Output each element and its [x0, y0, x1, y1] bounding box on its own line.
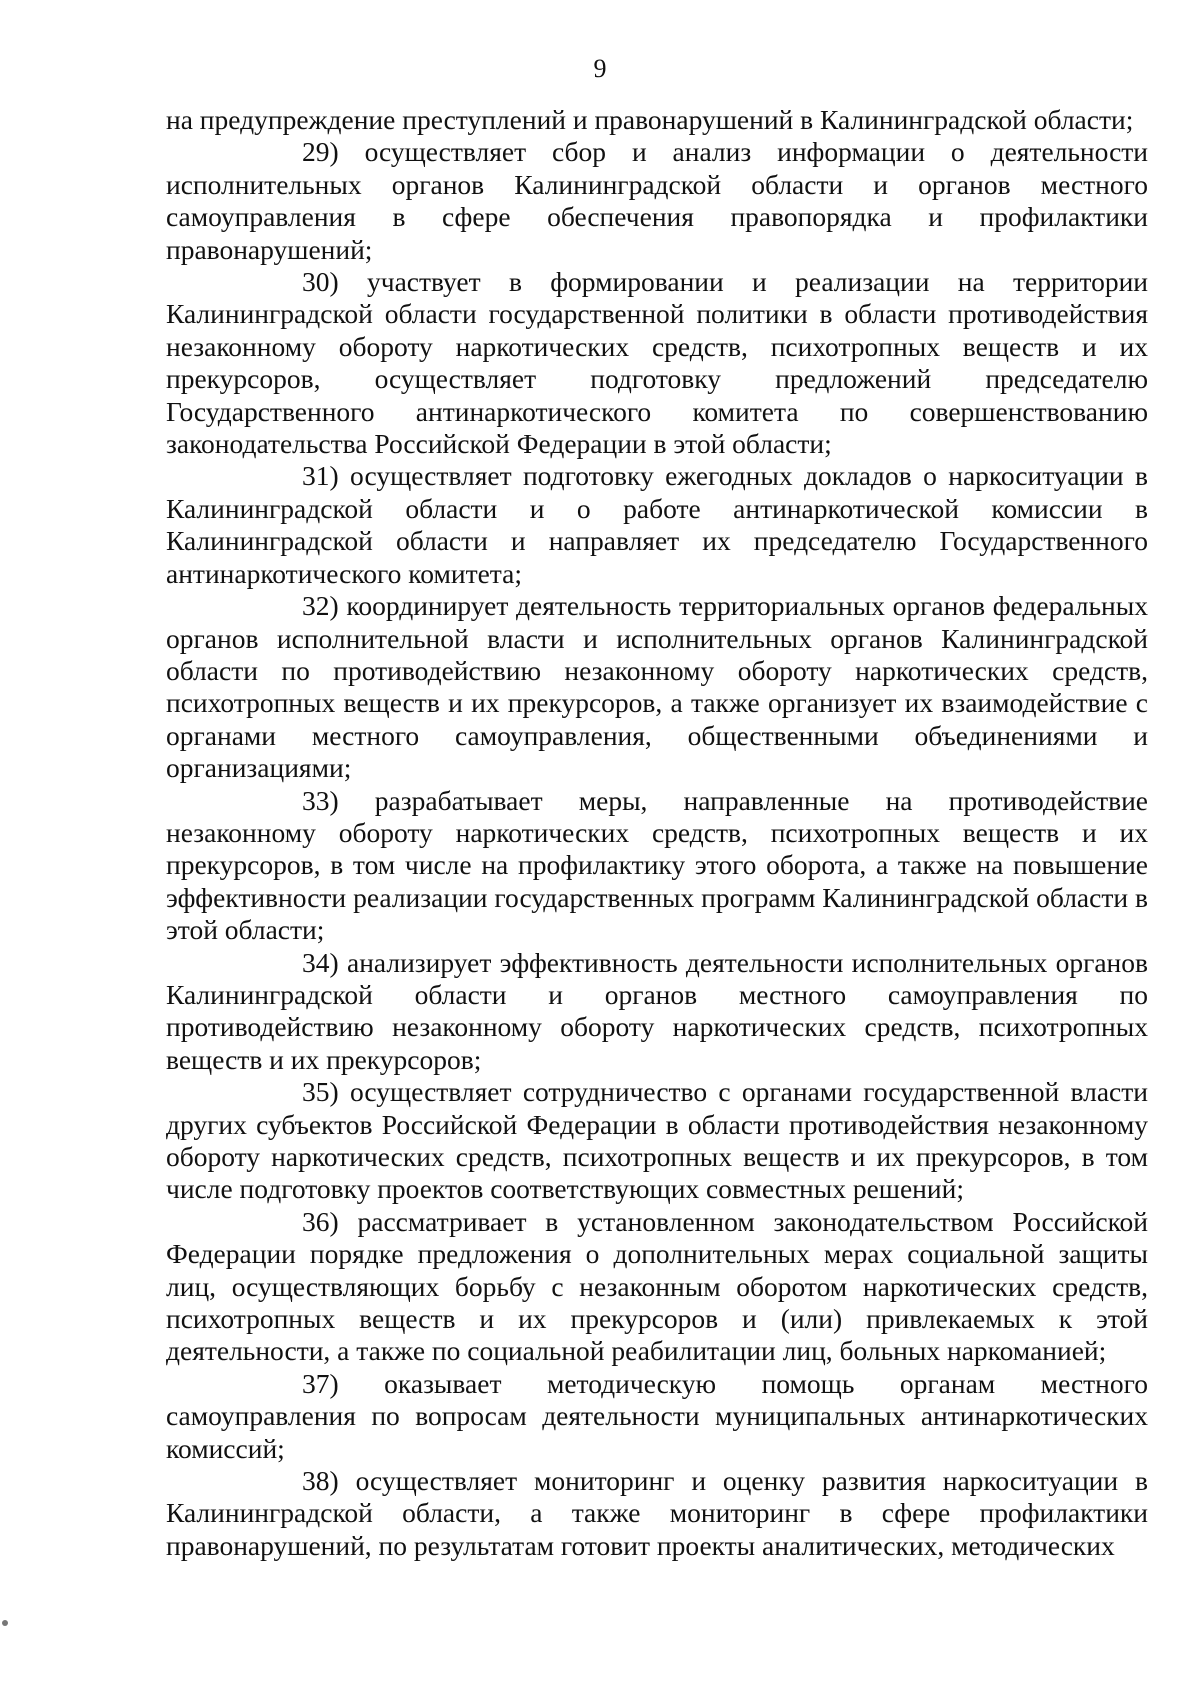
document-body — [166, 104, 1148, 1562]
item-text: участвует в формировании и реализации на территории Калининградской области государственной политики в области противодействия незаконному обороту наркотических средств, психотропных веществ и их прекурсоров, осуществляет подготовку предложений председателю Государственного антинаркотического комитета по совершенствованию законодательства Российской Федерации в этой области; — [166, 266, 1149, 460]
scan-speck — [2, 1620, 8, 1626]
item-number: 30) — [302, 266, 339, 298]
item-number: 32) — [302, 590, 339, 622]
list-item — [166, 1368, 1148, 1465]
item-text: осуществляет мониторинг и оценку развития наркоситуации в Калининградской области, а также мониторинг в сфере профилактики правонарушений, по результатам готовит проекты аналитических, методических — [166, 1465, 1148, 1561]
list-item — [166, 460, 1148, 590]
item-number: 31) — [302, 460, 339, 492]
item-number: 29) — [302, 136, 339, 168]
list-item — [166, 1076, 1148, 1206]
item-number: 38) — [302, 1465, 339, 1497]
item-number: 34) — [302, 946, 339, 978]
item-text: разрабатывает меры, направленные на противодействие незаконному обороту наркотических средств, психотропных веществ и их прекурсоров, в том числе на профилактику этого оборота, а также на повышение эффективности реализации государственных программ Калининградской области в этой области; — [166, 784, 1148, 946]
item-text: осуществляет подготовку ежегодных докладов о наркоситуации в Калининградской области и о работе антинаркотической комиссии в Калининградской области и направляет их председателю Государственного антинаркотического комитета; — [166, 460, 1149, 589]
item-number: 35) — [302, 1076, 339, 1108]
item-number: 36) — [302, 1205, 339, 1237]
item-text: осуществляет сотрудничество с органами государственной власти других субъектов Российской Федерации в области противодействия незаконному обороту наркотических средств, психотропных веществ и их прекурсоров, в том числе подготовку проектов соответствующих совместных решений; — [166, 1076, 1149, 1205]
item-number: 37) — [302, 1367, 339, 1399]
intro-paragraph: на предупреждение преступлений и правонарушений в Калининградской области; — [166, 104, 1134, 135]
list-item — [166, 590, 1148, 784]
list-item — [166, 785, 1148, 947]
list-item — [166, 947, 1148, 1077]
item-text: осуществляет сбор и анализ информации о деятельности исполнительных органов Калининградской области и органов местного самоуправления в сфере обеспечения правопорядка и профилактики правонарушений; — [166, 136, 1149, 265]
item-text: рассматривает в установленном законодательством Российской Федерации порядке предложения о дополнительных мерах социальной защиты лиц, осуществляющих борьбу с незаконным оборотом наркотических средств, психотропных веществ и их прекурсоров и (или) привлекаемых к этой деятельности, а также по социальной реабилитации лиц, больных наркоманией; — [166, 1205, 1148, 1367]
list-item — [166, 1206, 1148, 1368]
item-text: анализирует эффективность деятельности исполнительных органов Калининградской области и органов местного самоуправления по противодействию незаконному обороту наркотических средств, психотропных веществ и их прекурсоров; — [166, 946, 1149, 1075]
list-item — [166, 136, 1148, 266]
list-item — [166, 1465, 1148, 1562]
list-item — [166, 266, 1148, 460]
item-number: 33) — [302, 784, 339, 816]
item-text: оказывает методическую помощь органам местного самоуправления по вопросам деятельности муниципальных антинаркотических комиссий; — [166, 1367, 1148, 1464]
item-text: координирует деятельность территориальных органов федеральных органов исполнительной власти и исполнительных органов Калининградской области по противодействию незаконному обороту наркотических средств, психотропных веществ и их прекурсоров, а также организует их взаимодействие с органами местного самоуправления, общественными объединениями и организациями; — [166, 590, 1148, 784]
page-number: 9 — [593, 54, 607, 83]
